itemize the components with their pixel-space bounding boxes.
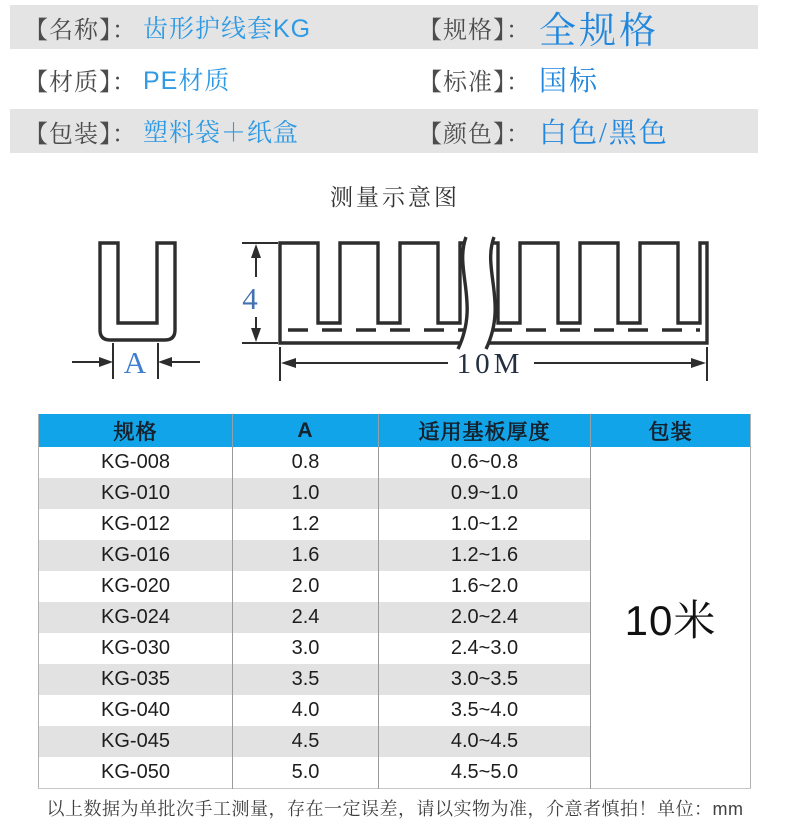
a-cell: 0.8 [233,447,379,478]
a-arrowhead-right [158,357,172,367]
a-cell: 4.5 [233,726,379,757]
thickness-cell: 3.0~3.5 [379,664,591,695]
h-arrowhead-up [251,244,261,258]
header-thickness: 适用基板厚度 [379,414,591,447]
thickness-cell: 2.4~3.0 [379,633,591,664]
len-arrowhead-left [281,358,296,368]
spec-cell: KG-040 [39,695,233,726]
a-cell: 2.0 [233,571,379,602]
thickness-cell: 4.5~5.0 [379,757,591,789]
h-arrowhead-down [251,328,261,342]
spec-pair-standard [418,59,758,99]
h-dim-label: 4 [242,281,258,316]
a-cell: 3.0 [233,633,379,664]
spec-pair-size [418,0,758,54]
header-spec: 规格 [39,414,233,447]
header-a: A [233,414,379,447]
packaging-span-cell: 10米 [591,447,751,789]
diagram-title: 测量示意图 [330,184,460,210]
a-dim-label: A [123,345,147,380]
standard-value: 国标 [539,66,600,97]
spec-cell: KG-010 [39,478,233,509]
size-label: 【规格】： [418,16,531,44]
footnote: 以上数据为单批次手工测量，存在一定误差，请以实物为准，介意者慎拍！单位：mm [46,799,744,819]
spec-band-1 [10,5,758,52]
packaging-label: 【包装】： [24,120,137,148]
thickness-cell: 0.6~0.8 [379,447,591,478]
a-cell: 1.6 [233,540,379,571]
spec-cell: KG-024 [39,602,233,633]
spec-band-3 [10,109,758,153]
spec-cell: KG-045 [39,726,233,757]
table-header-row [39,414,751,447]
a-cell: 5.0 [233,757,379,789]
size-value: 全规格 [539,11,659,52]
thickness-cell: 1.2~1.6 [379,540,591,571]
a-cell: 4.0 [233,695,379,726]
spec-pair-color [418,111,758,151]
thickness-cell: 3.5~4.0 [379,695,591,726]
measurement-diagram [0,225,790,405]
len-dim-label: 10M [456,348,524,380]
thickness-cell: 4.0~4.5 [379,726,591,757]
spec-cell: KG-012 [39,509,233,540]
a-cell: 3.5 [233,664,379,695]
spec-cell: KG-020 [39,571,233,602]
spec-cell: KG-030 [39,633,233,664]
len-arrowhead-right [691,358,706,368]
spec-cell: KG-008 [39,447,233,478]
a-cell: 1.0 [233,478,379,509]
spec-table [38,414,751,789]
spec-band-2 [10,57,758,101]
table-row [39,447,751,478]
spec-cell: KG-016 [39,540,233,571]
a-cell: 2.4 [233,602,379,633]
name-value: 齿形护线套KG [143,15,312,43]
spec-pair-material [24,61,418,97]
u-channel-outline [100,243,175,340]
standard-label: 【标准】： [418,68,531,96]
a-arrowhead-left [99,357,113,367]
header-packaging: 包装 [591,414,751,447]
spec-pair-name [24,9,418,45]
spec-cell: KG-035 [39,664,233,695]
color-label: 【颜色】： [418,120,531,148]
thickness-cell: 2.0~2.4 [379,602,591,633]
material-label: 【材质】： [24,68,137,96]
packaging-value: 塑料袋＋纸盒 [143,119,300,147]
thickness-cell: 1.6~2.0 [379,571,591,602]
name-label: 【名称】： [24,16,137,44]
spec-pair-packaging [24,113,418,149]
spec-cell: KG-050 [39,757,233,789]
a-cell: 1.2 [233,509,379,540]
thickness-cell: 0.9~1.0 [379,478,591,509]
color-value: 白色/黑色 [539,118,669,149]
material-value: PE材质 [143,67,231,95]
thickness-cell: 1.0~1.2 [379,509,591,540]
